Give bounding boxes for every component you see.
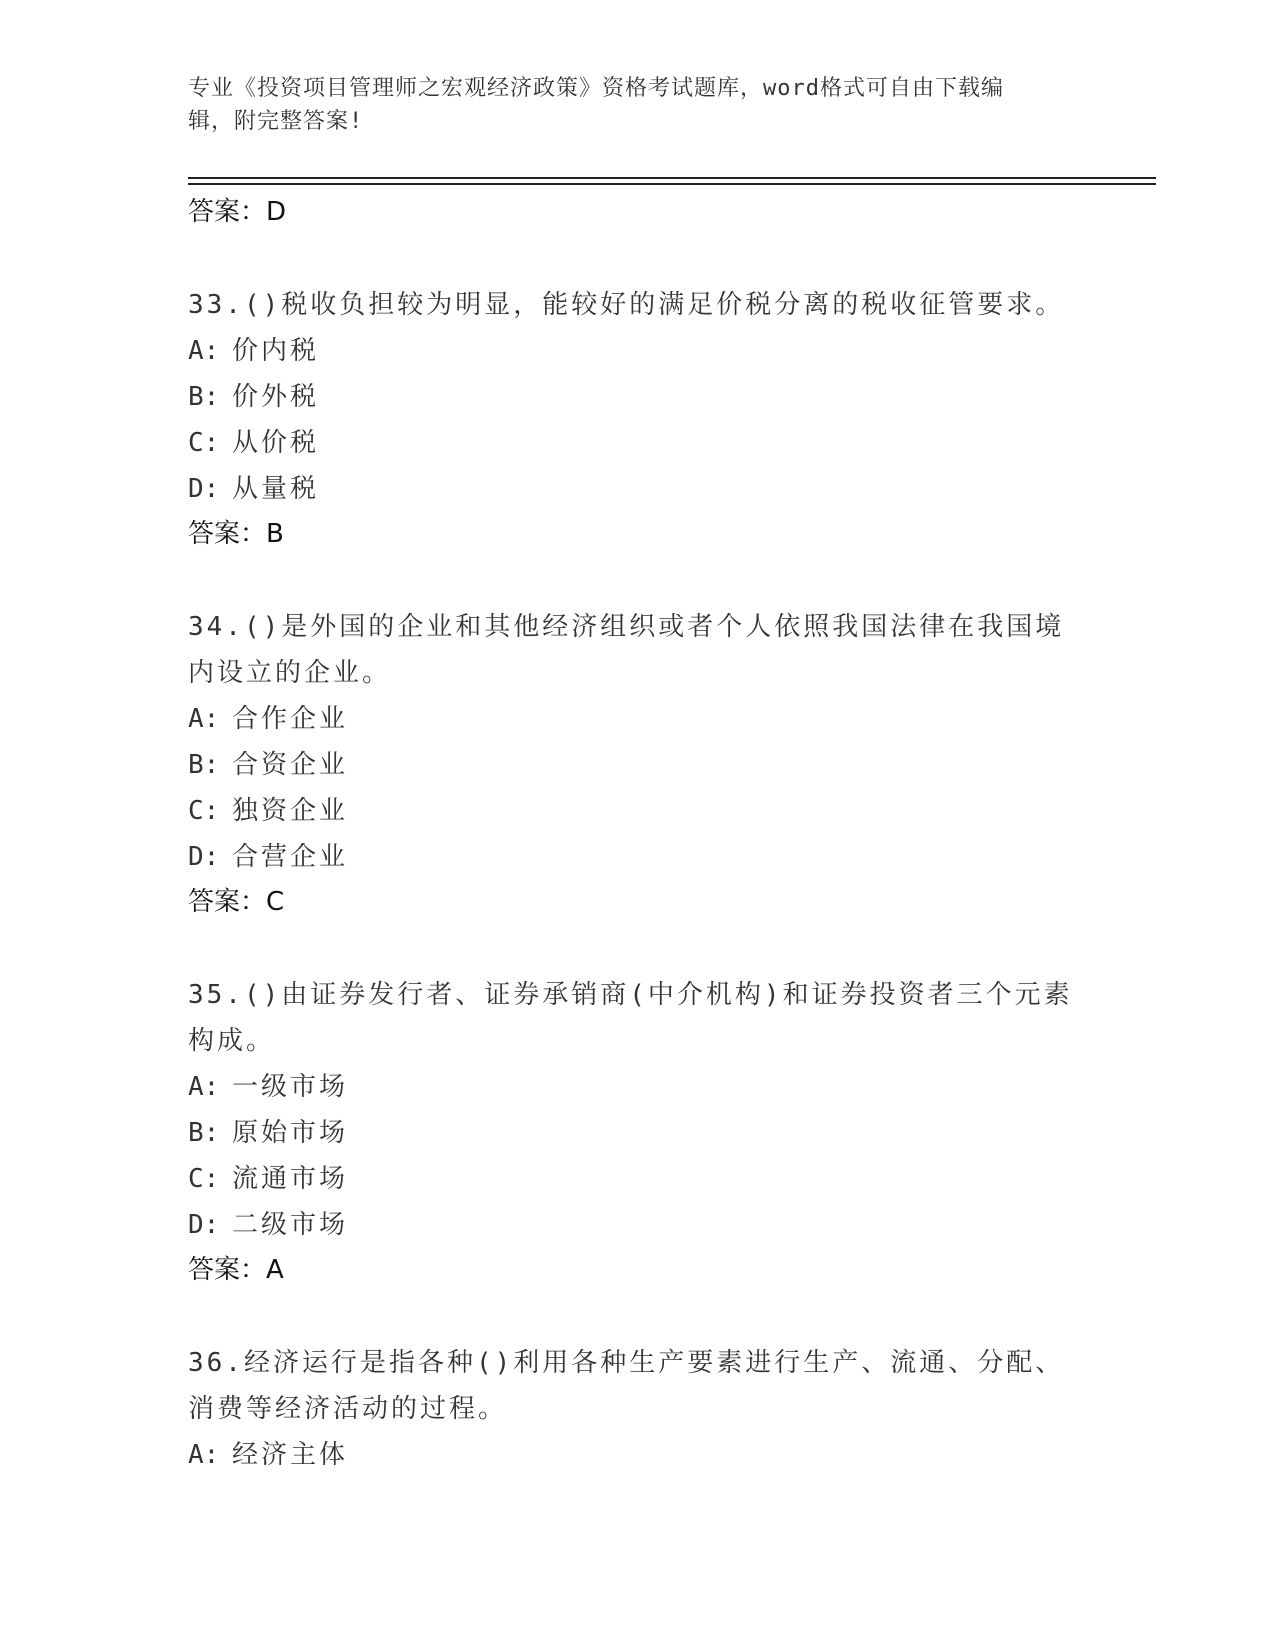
option-text: 一级市场 [232,1072,349,1102]
option-text: 从价税 [232,428,320,458]
header-title-line1: 专业《投资项目管理师之宏观经济政策》资格考试题库，word格式可自由下载编 [188,76,1004,101]
question-34 [188,604,1088,925]
spacer [188,1293,1088,1340]
answer: 答案：A [188,1255,284,1285]
previous-answer: 答案：D [188,197,287,227]
option-a [188,1432,1088,1478]
option-text: 原始市场 [232,1118,349,1148]
option-letter: C: [188,1164,220,1194]
question-stem: 35.()由证券发行者、证券承销商(中介机构)和证券投资者三个元素构成。 [188,980,1073,1056]
option-letter: A: [188,1072,220,1102]
question-33 [188,282,1088,557]
page-header [188,72,1068,138]
answer: 答案：C [188,887,285,917]
option-letter: A: [188,336,220,366]
question-36 [188,1340,1088,1478]
option-d [188,1202,1088,1248]
question-list [188,190,1088,1478]
option-c [188,788,1088,834]
header-title-line2: 辑，附完整答案! [188,109,364,134]
option-letter: C: [188,796,220,826]
option-d [188,466,1088,512]
option-text: 价外税 [232,382,320,412]
spacer [188,925,1088,972]
option-text: 经济主体 [232,1440,349,1470]
spacer [188,235,1088,282]
option-b [188,374,1088,420]
option-a [188,328,1088,374]
option-text: 独资企业 [232,796,349,826]
option-c [188,420,1088,466]
option-letter: A: [188,1440,220,1470]
option-letter: D: [188,842,220,872]
option-letter: B: [188,750,220,780]
option-a [188,1064,1088,1110]
spacer [188,557,1088,604]
option-letter: C: [188,428,220,458]
option-text: 从量税 [232,474,320,504]
option-letter: D: [188,1210,220,1240]
header-rule-top [188,177,1156,179]
option-letter: A: [188,704,220,734]
option-c [188,1156,1088,1202]
option-text: 合营企业 [232,842,349,872]
header-rule-bottom [188,183,1156,185]
question-35 [188,972,1088,1293]
option-text: 二级市场 [232,1210,349,1240]
option-b [188,742,1088,788]
option-b [188,1110,1088,1156]
question-stem: 34.()是外国的企业和其他经济组织或者个人依照我国法律在我国境内设立的企业。 [188,612,1065,688]
question-stem: 36.经济运行是指各种()利用各种生产要素进行生产、流通、分配、消费等经济活动的过程。 [188,1348,1065,1424]
option-letter: D: [188,474,220,504]
option-d [188,834,1088,880]
option-text: 合作企业 [232,704,349,734]
option-text: 合资企业 [232,750,349,780]
question-stem: 33.()税收负担较为明显，能较好的满足价税分离的税收征管要求。 [188,290,1065,320]
option-text: 价内税 [232,336,320,366]
option-a [188,696,1088,742]
answer: 答案：B [188,519,284,549]
option-letter: B: [188,1118,220,1148]
option-text: 流通市场 [232,1164,349,1194]
option-letter: B: [188,382,220,412]
